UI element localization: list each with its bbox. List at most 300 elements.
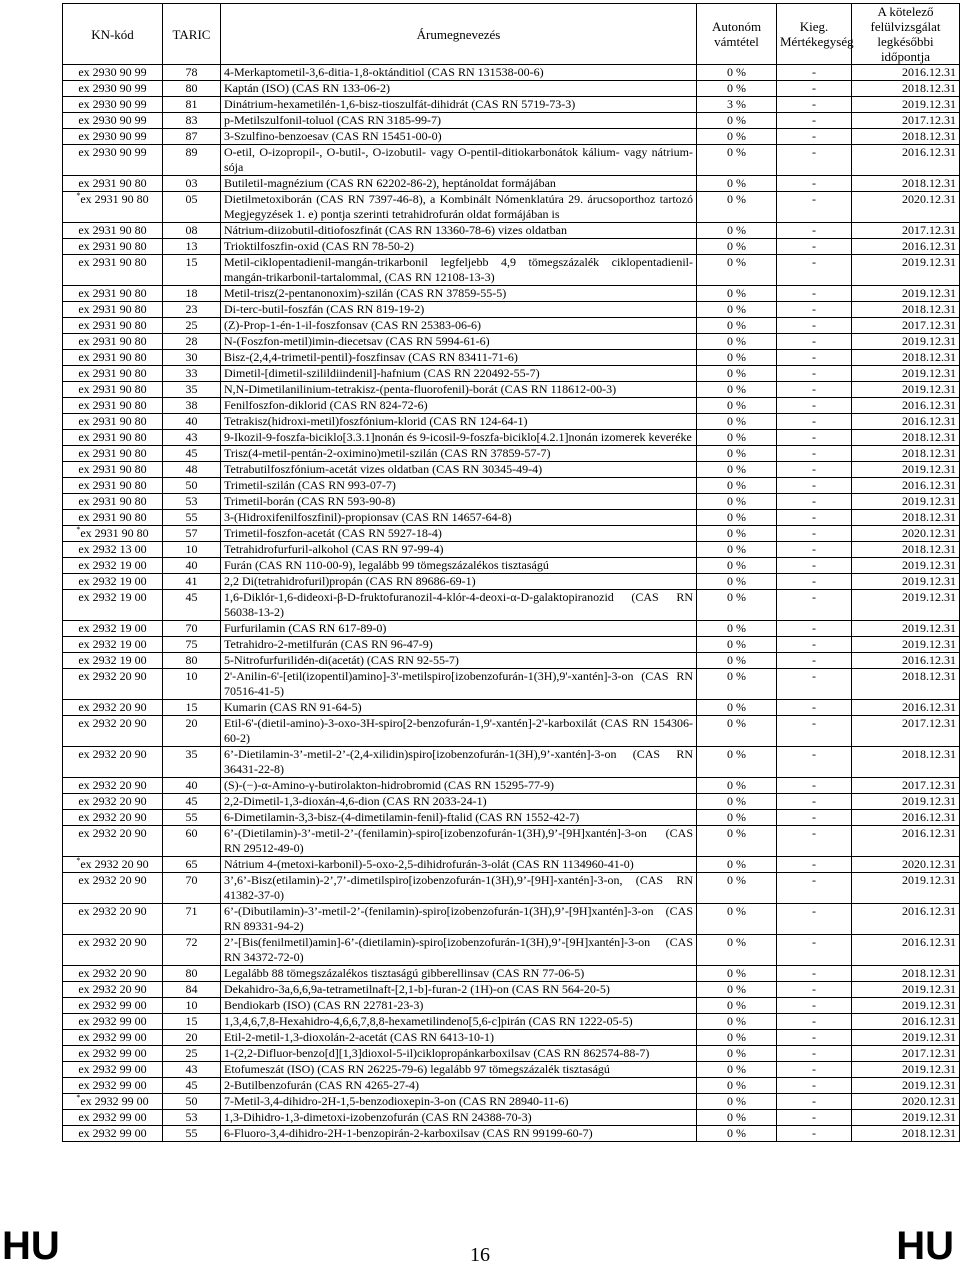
review-date-cell [852, 590, 960, 621]
table-row [63, 558, 960, 574]
rate-cell-text: 0 % [727, 637, 746, 651]
kn-code-cell-text: ex 2931 90 80 [78, 286, 147, 300]
description-cell-text: Trimetil-szilán (CAS RN 993-07-7) [224, 478, 396, 492]
review-date-cell-text: 2020.12.31 [902, 526, 956, 540]
rate-cell-text: 0 % [727, 398, 746, 412]
description-cell [221, 1014, 697, 1030]
kn-code-cell [63, 65, 163, 81]
rate-cell [697, 542, 777, 558]
kn-code-cell-text: ex 2931 90 80 [78, 414, 147, 428]
kn-code-cell-text: ex 2931 90 80 [78, 176, 147, 190]
taric-cell [163, 935, 221, 966]
table-row [63, 935, 960, 966]
rate-cell [697, 1014, 777, 1030]
taric-cell-text: 15 [185, 1014, 198, 1028]
unit-cell [777, 1014, 852, 1030]
kn-code-cell-text: ex 2931 90 80 [78, 223, 147, 237]
unit-cell-text: - [812, 302, 816, 316]
unit-cell-text: - [812, 446, 816, 460]
unit-cell-text: - [812, 1094, 816, 1108]
taric-cell-text: 78 [185, 65, 198, 79]
taric-cell-text: 28 [185, 334, 198, 348]
kn-code-cell-text: ex 2930 90 99 [78, 113, 147, 127]
review-date-cell-text: 2020.12.31 [902, 192, 956, 206]
rate-cell [697, 462, 777, 478]
unit-cell [777, 966, 852, 982]
header-review-date: A kötelező felülvizsgálat legkésőbbi időpontja [852, 4, 960, 65]
kn-code-cell [63, 1014, 163, 1030]
description-cell-text: Furán (CAS RN 110-00-9), legalább 99 tömegszázalékos tisztaságú [224, 558, 549, 572]
review-date-cell [852, 1046, 960, 1062]
taric-cell [163, 239, 221, 255]
kn-code-cell-text: ex 2932 99 00 [78, 1078, 147, 1092]
table-body [63, 65, 960, 1142]
kn-code-cell [63, 1094, 163, 1110]
rate-cell [697, 145, 777, 176]
unit-cell [777, 1110, 852, 1126]
taric-cell [163, 462, 221, 478]
unit-cell-text: - [812, 494, 816, 508]
description-cell [221, 1078, 697, 1094]
table-row [63, 510, 960, 526]
taric-cell-text: 15 [185, 255, 198, 269]
table-row [63, 334, 960, 350]
description-cell [221, 334, 697, 350]
review-date-cell [852, 966, 960, 982]
unit-cell [777, 778, 852, 794]
taric-cell [163, 857, 221, 873]
review-date-cell-text: 2019.12.31 [902, 574, 956, 588]
rate-cell [697, 494, 777, 510]
taric-cell-text: 41 [185, 574, 198, 588]
rate-cell [697, 778, 777, 794]
taric-cell-text: 10 [185, 669, 198, 683]
kn-code-cell [63, 747, 163, 778]
rate-cell [697, 794, 777, 810]
taric-cell-text: 45 [185, 590, 198, 604]
kn-code-cell [63, 462, 163, 478]
rate-cell-text: 0 % [727, 935, 746, 949]
header-autonomous-rate: Autonóm vámtétel [697, 4, 777, 65]
taric-cell-text: 45 [185, 1078, 198, 1092]
description-cell [221, 494, 697, 510]
table-row [63, 904, 960, 935]
review-date-cell-text: 2016.12.31 [902, 478, 956, 492]
unit-cell [777, 700, 852, 716]
rate-cell-text: 0 % [727, 510, 746, 524]
review-date-cell-text: 2019.12.31 [902, 255, 956, 269]
description-cell-text: Dietilmetoxiborán (CAS RN 7397-46-8), a Kombinált Nómenklatúra 29. árucsoporthoz tartozó Megjegyzések 1. e) pontja szerinti tetrahidrofurán oldat formájában is [224, 192, 693, 221]
description-cell [221, 982, 697, 998]
unit-cell [777, 716, 852, 747]
table-row [63, 1078, 960, 1094]
description-cell [221, 935, 697, 966]
unit-cell-text: - [812, 810, 816, 824]
unit-cell-text: - [812, 747, 816, 761]
unit-cell-text: - [812, 590, 816, 604]
taric-cell [163, 637, 221, 653]
review-date-cell [852, 1110, 960, 1126]
review-date-cell-text: 2019.12.31 [902, 382, 956, 396]
kn-code-cell [63, 113, 163, 129]
description-cell-text: 1,3,4,6,7,8-Hexahidro-4,6,6,7,8,8-hexametilindeno[5,6-c]pirán (CAS RN 1222-05-5) [224, 1014, 633, 1028]
unit-cell-text: - [812, 366, 816, 380]
description-cell-text: 4-Merkaptometil-3,6-ditia-1,8-oktánditiol (CAS RN 131538-00-6) [224, 65, 544, 79]
unit-cell [777, 176, 852, 192]
unit-cell [777, 382, 852, 398]
unit-cell [777, 478, 852, 494]
review-date-cell-text: 2018.12.31 [902, 446, 956, 460]
rate-cell [697, 446, 777, 462]
taric-cell-text: 80 [185, 81, 198, 95]
review-date-cell [852, 81, 960, 97]
description-cell-text: Kumarin (CAS RN 91-64-5) [224, 700, 362, 714]
table-row [63, 398, 960, 414]
kn-code-cell [63, 669, 163, 700]
unit-cell [777, 192, 852, 223]
rate-cell-text: 3 % [727, 97, 746, 111]
unit-cell [777, 574, 852, 590]
rate-cell-text: 0 % [727, 478, 746, 492]
kn-code-cell-text: ex 2932 99 00 [78, 1030, 147, 1044]
review-date-cell-text: 2019.12.31 [902, 998, 956, 1012]
description-cell-text: Trioktilfoszfin-oxid (CAS RN 78-50-2) [224, 239, 414, 253]
rate-cell-text: 0 % [727, 1126, 746, 1140]
description-cell-text: Etil-2-metil-1,3-dioxolán-2-acetát (CAS RN 6413-10-1) [224, 1030, 494, 1044]
table-row [63, 778, 960, 794]
unit-cell-text: - [812, 176, 816, 190]
kn-code-cell-text: ex 2931 90 80 [78, 494, 147, 508]
taric-cell-text: 75 [185, 637, 198, 651]
kn-code-cell-text: ex 2932 19 00 [78, 590, 147, 604]
description-cell [221, 747, 697, 778]
rate-cell-text: 0 % [727, 494, 746, 508]
kn-code-cell [63, 430, 163, 446]
table-row [63, 478, 960, 494]
review-date-cell-text: 2018.12.31 [902, 81, 956, 95]
table-row [63, 966, 960, 982]
review-date-cell-text: 2020.12.31 [902, 857, 956, 871]
kn-code-cell [63, 414, 163, 430]
table-row [63, 223, 960, 239]
kn-code-cell [63, 904, 163, 935]
unit-cell-text: - [812, 255, 816, 269]
review-date-cell [852, 778, 960, 794]
kn-code-cell-text: ex 2931 90 80 [78, 366, 147, 380]
review-date-cell-text: 2016.12.31 [902, 935, 956, 949]
description-cell-text: Bendiokarb (ISO) (CAS RN 22781-23-3) [224, 998, 424, 1012]
description-cell-text: Trisz(4-metil-pentán-2-oximino)metil-szilán (CAS RN 37859-57-7) [224, 446, 551, 460]
rate-cell [697, 366, 777, 382]
unit-cell [777, 526, 852, 542]
rate-cell-text: 0 % [727, 810, 746, 824]
review-date-cell-text: 2019.12.31 [902, 982, 956, 996]
rate-cell [697, 1110, 777, 1126]
unit-cell [777, 398, 852, 414]
review-date-cell-text: 2018.12.31 [902, 966, 956, 980]
taric-cell [163, 542, 221, 558]
table-row [63, 176, 960, 192]
taric-cell [163, 621, 221, 637]
unit-cell-text: - [812, 574, 816, 588]
rate-cell [697, 81, 777, 97]
unit-cell-text: - [812, 414, 816, 428]
unit-cell-text: - [812, 81, 816, 95]
table-row [63, 794, 960, 810]
taric-cell [163, 145, 221, 176]
kn-code-cell-text: ex 2932 20 90 [78, 904, 147, 918]
taric-cell [163, 716, 221, 747]
kn-code-cell-text: ex 2932 20 90 [78, 716, 147, 730]
review-date-cell-text: 2018.12.31 [902, 669, 956, 683]
taric-cell [163, 904, 221, 935]
description-cell-text: 1,6-Diklór-1,6-dideoxi-β-D-fruktofuranozil-4-klór-4-deoxi-α-D-galaktopiranozid (CAS RN 56038-13-2) [224, 590, 693, 619]
kn-code-cell [63, 778, 163, 794]
table-row [63, 716, 960, 747]
rate-cell [697, 113, 777, 129]
table-row [63, 350, 960, 366]
description-cell [221, 794, 697, 810]
description-cell-text: 6’-Dietilamin-3’-metil-2’-(2,4-xilidin)spiro[izobenzofurán-1(3H),9’-xantén]-3-on (CAS RN 36431-22-8) [224, 747, 693, 776]
review-date-cell-text: 2019.12.31 [902, 794, 956, 808]
description-cell [221, 826, 697, 857]
kn-code-cell-text: ex 2932 20 90 [78, 966, 147, 980]
unit-cell-text: - [812, 873, 816, 887]
kn-code-cell [63, 223, 163, 239]
taric-cell [163, 653, 221, 669]
rate-cell [697, 653, 777, 669]
unit-cell-text: - [812, 350, 816, 364]
table-row [63, 65, 960, 81]
rate-cell [697, 382, 777, 398]
unit-cell [777, 145, 852, 176]
description-cell-text: (Z)-Prop-1-én-1-il-foszfonsav (CAS RN 25383-06-6) [224, 318, 481, 332]
unit-cell [777, 494, 852, 510]
table-row [63, 1110, 960, 1126]
review-date-cell [852, 129, 960, 145]
taric-cell-text: 10 [185, 998, 198, 1012]
taric-cell [163, 255, 221, 286]
taric-cell [163, 398, 221, 414]
review-date-cell [852, 653, 960, 669]
description-cell [221, 129, 697, 145]
kn-code-cell-text: ex 2931 90 80 [78, 430, 147, 444]
review-date-cell-text: 2018.12.31 [902, 430, 956, 444]
unit-cell-text: - [812, 935, 816, 949]
kn-code-cell-text: ex 2932 99 00 [78, 1110, 147, 1124]
kn-code-cell [63, 935, 163, 966]
review-date-cell-text: 2018.12.31 [902, 350, 956, 364]
review-date-cell-text: 2016.12.31 [902, 904, 956, 918]
review-date-cell [852, 700, 960, 716]
rate-cell-text: 0 % [727, 669, 746, 683]
rate-cell-text: 0 % [727, 526, 746, 540]
review-date-cell [852, 97, 960, 113]
rate-cell-text: 0 % [727, 1110, 746, 1124]
kn-code-cell-text: ex 2932 13 00 [78, 542, 147, 556]
description-cell [221, 81, 697, 97]
kn-code-cell-text: ex 2931 90 80 [78, 334, 147, 348]
description-cell-text: Dekahidro-3a,6,6,9a-tetrametilnaft-[2,1-b]-furan-2 (1H)-on (CAS RN 564-20-5) [224, 982, 610, 996]
table-row [63, 1126, 960, 1142]
rate-cell [697, 700, 777, 716]
review-date-cell [852, 430, 960, 446]
taric-cell [163, 414, 221, 430]
kn-code-cell [63, 1030, 163, 1046]
kn-code-cell-text: ex 2932 99 00 [78, 1062, 147, 1076]
asterisk-marker: * [76, 856, 81, 865]
taric-cell [163, 778, 221, 794]
taric-cell-text: 80 [185, 653, 198, 667]
asterisk-marker: * [76, 1093, 81, 1102]
taric-cell [163, 192, 221, 223]
review-date-cell-text: 2019.12.31 [902, 334, 956, 348]
rate-cell-text: 0 % [727, 255, 746, 269]
taric-cell [163, 1046, 221, 1062]
description-cell-text: Tetrakisz(hidroxi-metil)foszfónium-klorid (CAS RN 124-64-1) [224, 414, 528, 428]
rate-cell-text: 0 % [727, 145, 746, 159]
description-cell [221, 716, 697, 747]
taric-cell-text: 83 [185, 113, 198, 127]
review-date-cell [852, 192, 960, 223]
rate-cell [697, 857, 777, 873]
unit-cell [777, 637, 852, 653]
review-date-cell-text: 2018.12.31 [902, 747, 956, 761]
description-cell [221, 478, 697, 494]
unit-cell [777, 669, 852, 700]
review-date-cell-text: 2017.12.31 [902, 318, 956, 332]
kn-code-cell [63, 810, 163, 826]
kn-code-cell-text: ex 2931 90 80 [78, 446, 147, 460]
taric-cell [163, 826, 221, 857]
taric-cell-text: 20 [185, 1030, 198, 1044]
rate-cell-text: 0 % [727, 223, 746, 237]
description-cell-text: (S)-(−)-α-Amino-γ-butirolakton-hidrobromid (CAS RN 15295-77-9) [224, 778, 554, 792]
unit-cell-text: - [812, 700, 816, 714]
review-date-cell [852, 558, 960, 574]
description-cell [221, 113, 697, 129]
description-cell-text: 9-Ikozil-9-foszfa-biciklo[3.3.1]nonán és 9-icosil-9-foszfa-biciklo[4.2.1]nonán izomerek keveréke [224, 430, 692, 444]
description-cell-text: Nátrium-diizobutil-ditiofoszfinát (CAS RN 13360-78-6) vizes oldatban [224, 223, 567, 237]
unit-cell-text: - [812, 558, 816, 572]
description-cell [221, 446, 697, 462]
rate-cell-text: 0 % [727, 542, 746, 556]
review-date-cell [852, 873, 960, 904]
taric-cell-text: 72 [185, 935, 198, 949]
rate-cell [697, 826, 777, 857]
unit-cell [777, 302, 852, 318]
description-cell-text: N-(Foszfon-metil)imin-diecetsav (CAS RN 5994-61-6) [224, 334, 490, 348]
unit-cell-text: - [812, 430, 816, 444]
review-date-cell-text: 2017.12.31 [902, 778, 956, 792]
taric-cell-text: 25 [185, 318, 198, 332]
rate-cell [697, 129, 777, 145]
unit-cell [777, 747, 852, 778]
kn-code-cell-text: ex 2932 99 00 [78, 1046, 147, 1060]
rate-cell-text: 0 % [727, 1094, 746, 1108]
unit-cell [777, 1046, 852, 1062]
kn-code-cell-text: ex 2932 20 90 [78, 873, 147, 887]
taric-cell-text: 03 [185, 176, 198, 190]
kn-code-cell [63, 366, 163, 382]
kn-code-cell-text: ex 2932 19 00 [78, 637, 147, 651]
taric-cell [163, 1030, 221, 1046]
rate-cell-text: 0 % [727, 982, 746, 996]
rate-cell-text: 0 % [727, 382, 746, 396]
unit-cell-text: - [812, 113, 816, 127]
review-date-cell [852, 1030, 960, 1046]
rate-cell [697, 302, 777, 318]
taric-cell-text: 45 [185, 446, 198, 460]
taric-cell [163, 1078, 221, 1094]
taric-cell [163, 494, 221, 510]
rate-cell-text: 0 % [727, 558, 746, 572]
review-date-cell [852, 542, 960, 558]
description-cell-text: p-Metilszulfonil-toluol (CAS RN 3185-99-7) [224, 113, 441, 127]
unit-cell-text: - [812, 510, 816, 524]
kn-code-cell [63, 574, 163, 590]
table-row [63, 982, 960, 998]
taric-cell-text: 45 [185, 794, 198, 808]
unit-cell-text: - [812, 998, 816, 1012]
rate-cell [697, 192, 777, 223]
review-date-cell [852, 904, 960, 935]
description-cell [221, 857, 697, 873]
unit-cell [777, 81, 852, 97]
kn-code-cell [63, 966, 163, 982]
kn-code-cell [63, 239, 163, 255]
unit-cell [777, 542, 852, 558]
taric-cell-text: 30 [185, 350, 198, 364]
description-cell [221, 621, 697, 637]
description-cell-text: Dimetil-[dimetil-szilildiindenil]-hafnium (CAS RN 220492-55-7) [224, 366, 540, 380]
review-date-cell [852, 669, 960, 700]
table-row [63, 286, 960, 302]
taric-cell [163, 1062, 221, 1078]
table-row [63, 826, 960, 857]
rate-cell-text: 0 % [727, 113, 746, 127]
table-row [63, 669, 960, 700]
unit-cell-text: - [812, 637, 816, 651]
unit-cell-text: - [812, 826, 816, 840]
review-date-cell [852, 302, 960, 318]
rate-cell-text: 0 % [727, 81, 746, 95]
taric-cell-text: 65 [185, 857, 198, 871]
rate-cell [697, 223, 777, 239]
unit-cell [777, 810, 852, 826]
rate-cell-text: 0 % [727, 1062, 746, 1076]
description-cell-text: 3-Szulfino-benzoesav (CAS RN 15451-00-0) [224, 129, 442, 143]
description-cell [221, 97, 697, 113]
taric-cell [163, 113, 221, 129]
description-cell [221, 510, 697, 526]
table-row [63, 590, 960, 621]
review-date-cell [852, 350, 960, 366]
description-cell-text: Furfurilamin (CAS RN 617-89-0) [224, 621, 387, 635]
rate-cell-text: 0 % [727, 794, 746, 808]
unit-cell-text: - [812, 1078, 816, 1092]
unit-cell [777, 430, 852, 446]
kn-code-cell-text: ex 2931 90 80 [78, 478, 147, 492]
kn-code-cell-text: ex 2932 20 90 [78, 778, 147, 792]
description-cell [221, 1046, 697, 1062]
review-date-cell-text: 2018.12.31 [902, 510, 956, 524]
table-header [63, 4, 960, 65]
rate-cell-text: 0 % [727, 873, 746, 887]
taric-cell-text: 70 [185, 873, 198, 887]
kn-code-cell-text: ex 2931 90 80 [78, 462, 147, 476]
taric-cell-text: 15 [185, 700, 198, 714]
